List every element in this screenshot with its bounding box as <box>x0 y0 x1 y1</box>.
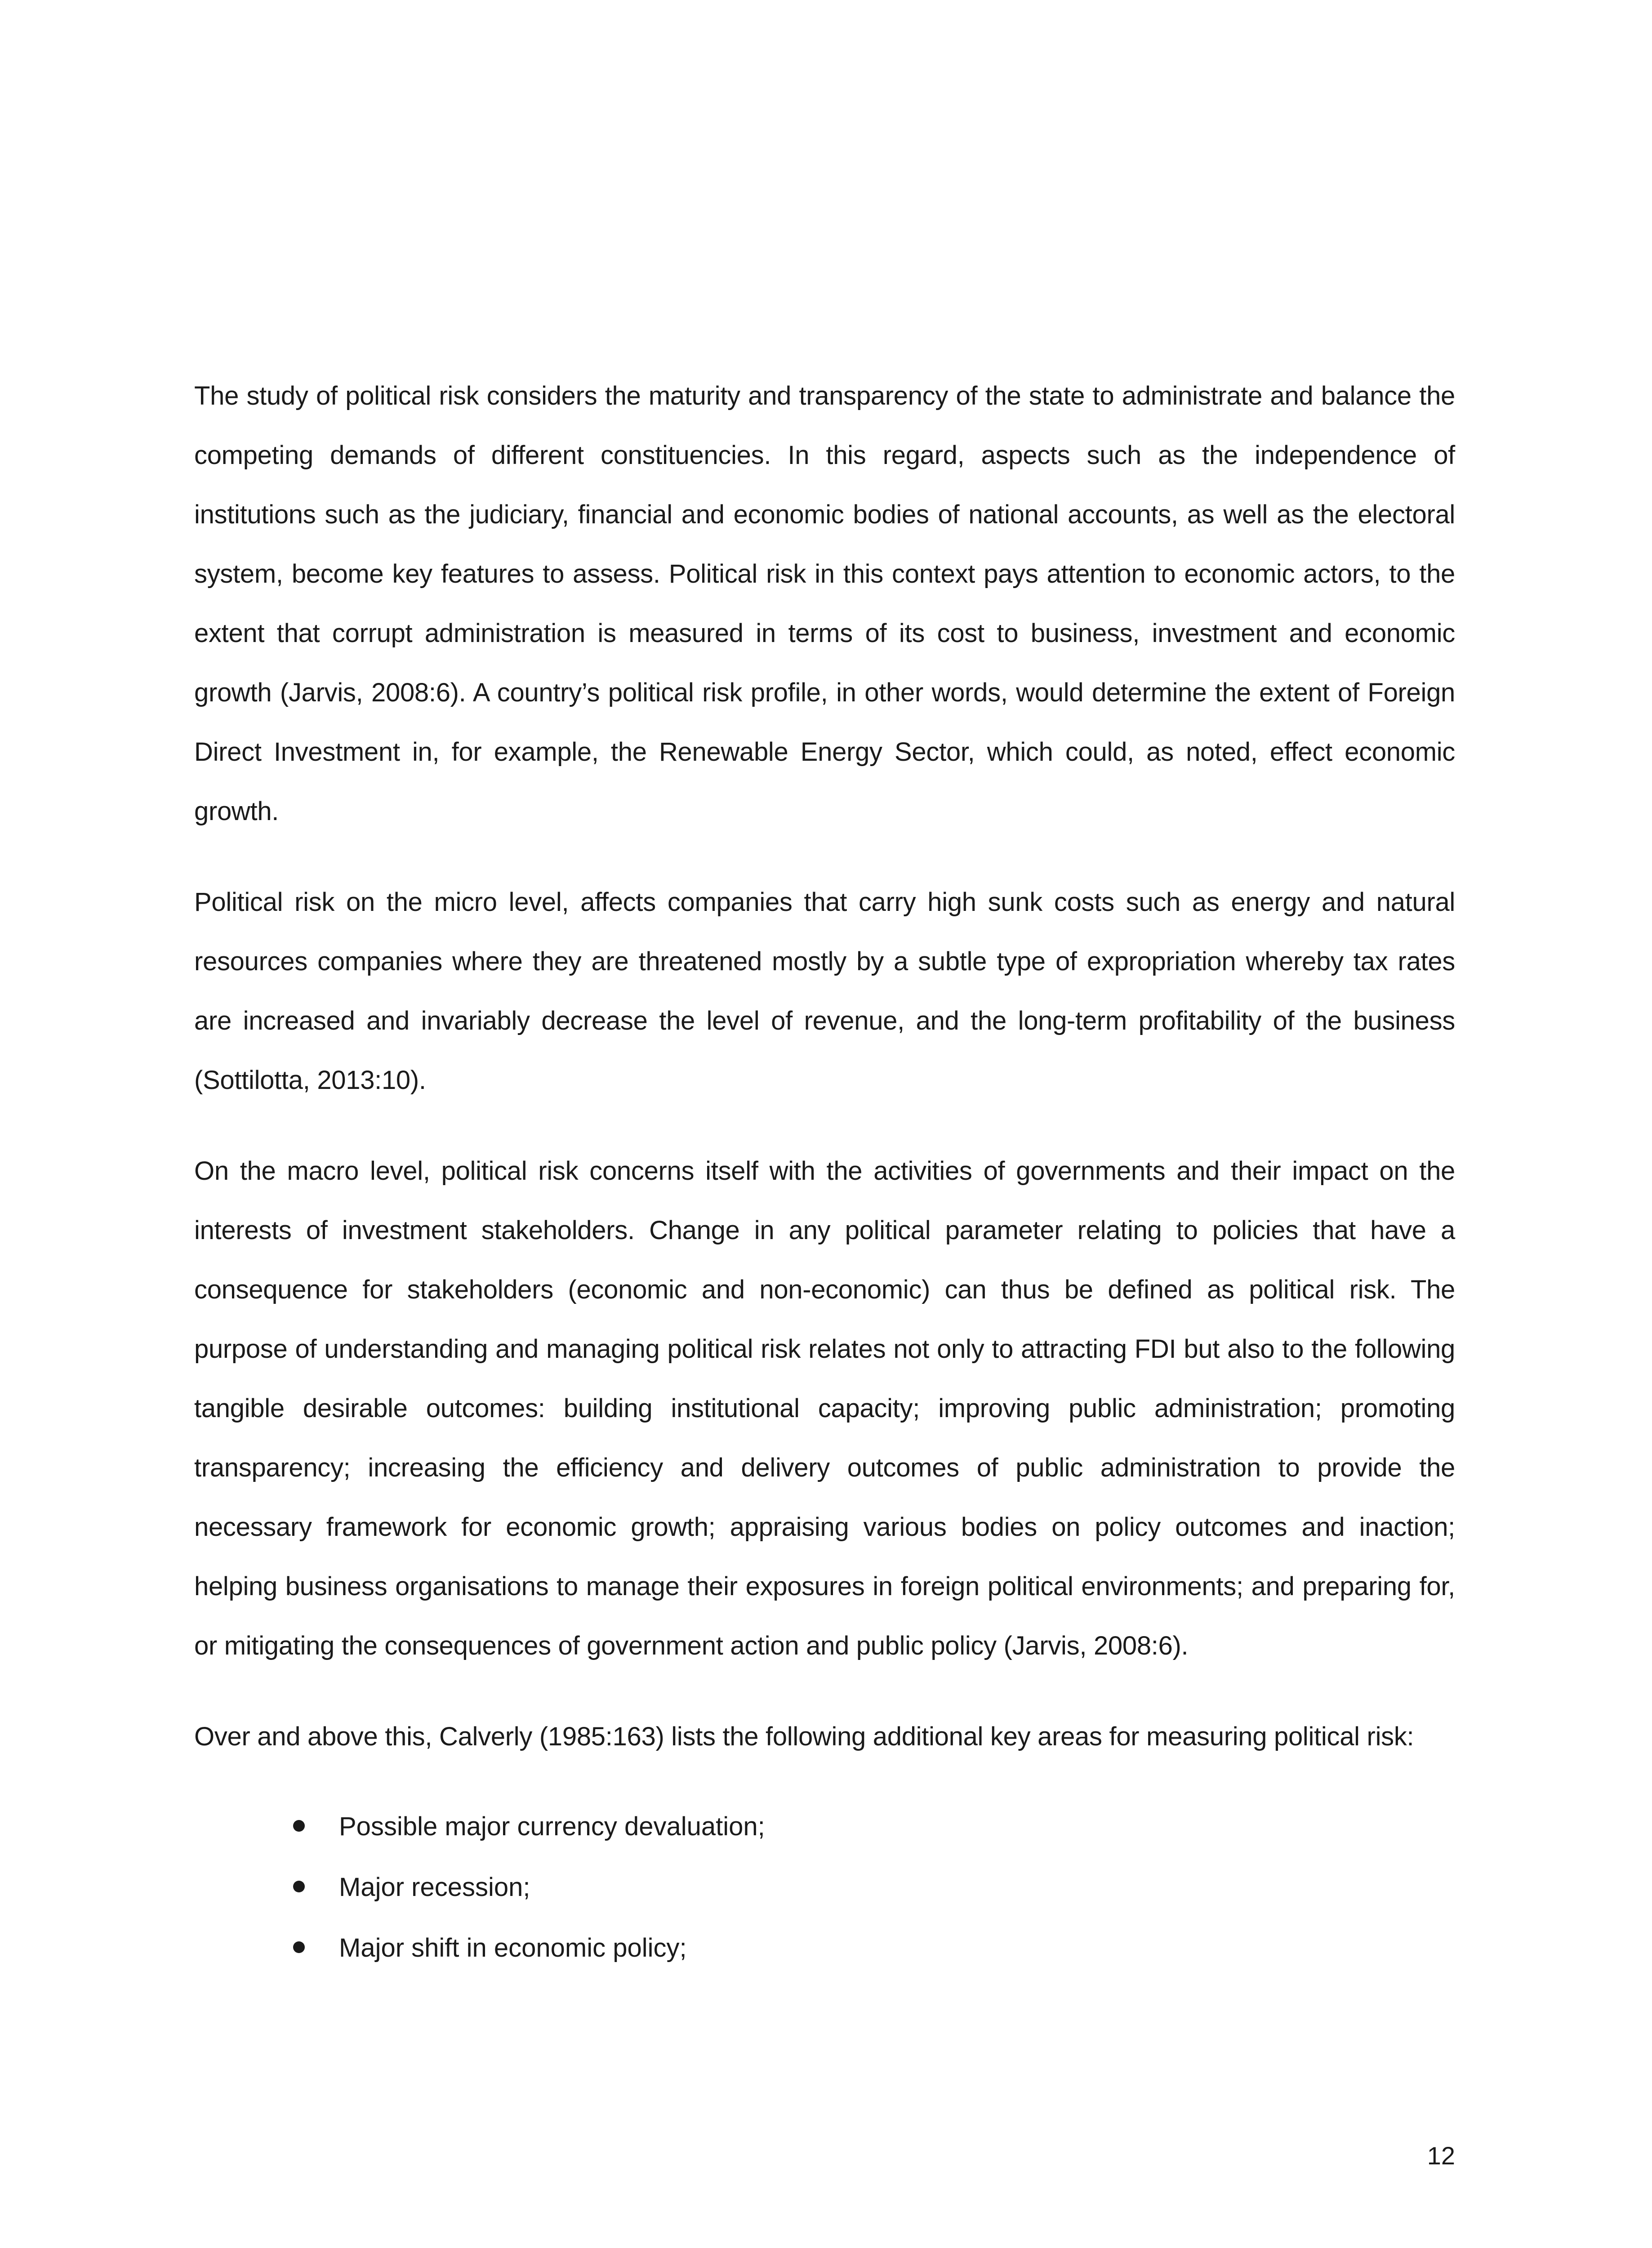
bullet-icon <box>293 1820 305 1832</box>
page-number: 12 <box>1427 2141 1455 2170</box>
list-item <box>293 1918 1455 1978</box>
paragraph-micro-level: Political risk on the micro level, affects companies that carry high sunk costs such as energy and natural resources companies where they are threatened mostly by a subtle type of expropriation whereby tax rates are increased and invariably decrease the level of revenue, and the long-term profitability of the business (Sottilotta, 2013:10). <box>194 888 1455 1095</box>
list-item <box>293 1857 1455 1918</box>
bullet-icon <box>293 1941 305 1953</box>
paragraph-macro-level: On the macro level, political risk concerns itself with the activities of governments and their impact on the interests of investment stakeholders. Change in any political parameter relating to policies that have a consequence for stakeholders (economic and non-economic) can thus be defined as political risk. The purpose of understanding and managing political risk relates not only to attracting FDI but also to the following tangible desirable outcomes: building institutional capacity; improving public administration; promoting transparency; increasing the efficiency and delivery outcomes of public administration to provide the necessary framework for economic growth; appraising various bodies on policy outcomes and inaction; helping business organisations to manage their exposures in foreign political environments; and preparing for, or mitigating the consequences of government action and public policy (Jarvis, 2008:6). <box>194 1156 1455 1660</box>
bullet-list <box>194 1796 1455 1978</box>
bullet-icon <box>293 1881 305 1892</box>
list-item-text: Possible major currency devaluation; <box>339 1812 765 1841</box>
body-text <box>194 366 1455 1978</box>
paragraph-calverly-intro: Over and above this, Calverly (1985:163) lists the following additional key areas for measuring political risk: <box>194 1722 1414 1751</box>
list-item <box>293 1796 1455 1857</box>
list-item-text: Major recession; <box>339 1873 530 1902</box>
list-item-text: Major shift in economic policy; <box>339 1933 687 1963</box>
paragraph-political-risk-study: The study of political risk considers the maturity and transparency of the state to administrate and balance the competing demands of different constituencies. In this regard, aspects such as the independence of institutions such as the judiciary, financial and economic bodies of national accounts, as well as the electoral system, become key features to assess. Political risk in this context pays attention to economic actors, to the extent that corrupt administration is measured in terms of its cost to business, investment and economic growth (Jarvis, 2008:6). A country’s political risk profile, in other words, would determine the extent of Foreign Direct Investment in, for example, the Renewable Energy Sector, which could, as noted, effect economic growth. <box>194 381 1455 826</box>
